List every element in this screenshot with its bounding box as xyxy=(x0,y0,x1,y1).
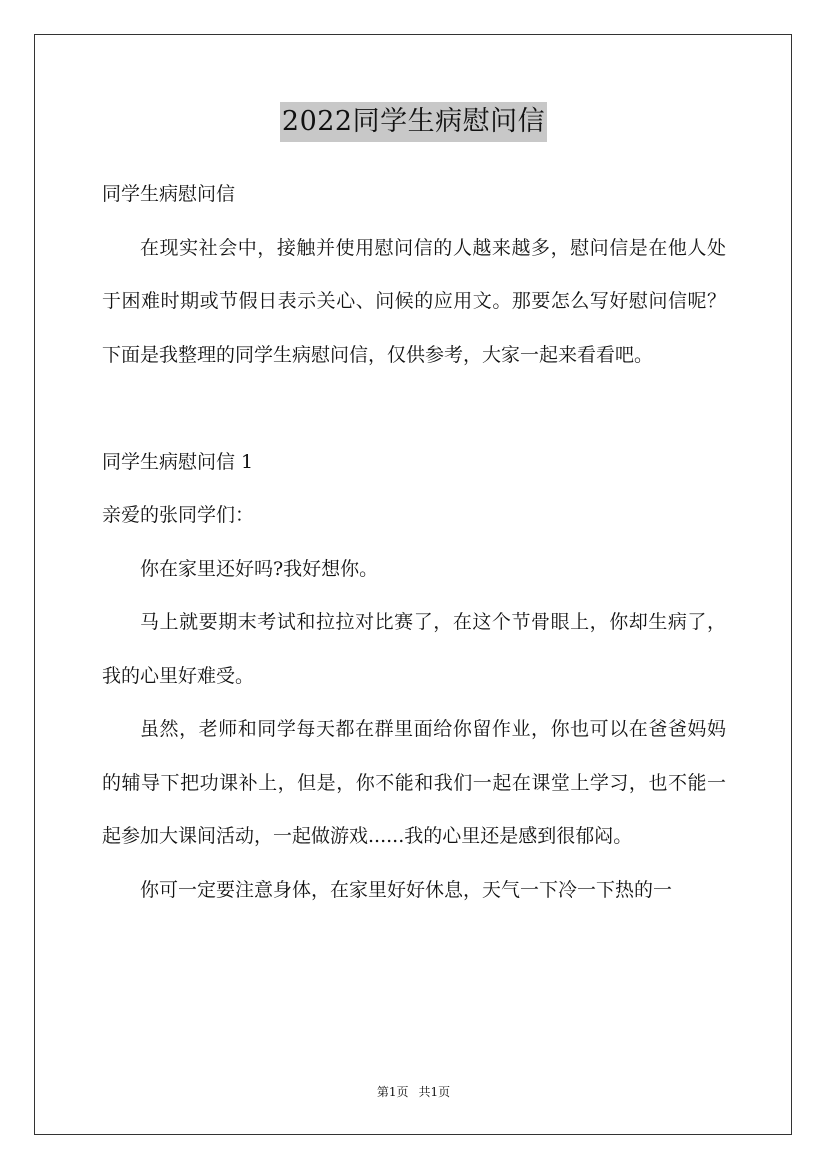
section-heading: 同学生病慰问信 1 xyxy=(102,450,254,473)
body-paragraph: 你在家里还好吗?我好想你。 xyxy=(140,557,379,580)
body-paragraph: 马上就要期末考试和拉拉对比赛了，在这个节骨眼上，你却生病了，我的心里好难受。 xyxy=(102,611,726,687)
page-number-current: 第1页 xyxy=(376,1085,409,1099)
section-spacer xyxy=(102,382,726,436)
letter-greeting: 亲爱的张同学们： xyxy=(102,504,255,526)
body-paragraph: 你可一定要注意身体，在家里好好休息，天气一下冷一下热的一 xyxy=(140,878,673,901)
page-footer xyxy=(0,1083,827,1100)
document-body xyxy=(102,168,726,917)
intro-paragraph: 在现实社会中，接触并使用慰问信的人越来越多，慰问信是在他人处于困难时期或节假日表示关心、问候的应用文。那要怎么写好慰问信呢？下面是我整理的同学生病慰问信，仅供参考，大家一起来看看吧。 xyxy=(102,236,726,366)
document-subtitle: 同学生病慰问信 xyxy=(102,183,236,205)
document-title: 2022同学生病慰问信 xyxy=(280,102,547,142)
body-paragraph: 虽然，老师和同学每天都在群里面给你留作业，你也可以在爸爸妈妈的辅导下把功课补上，但是，你不能和我们一起在课堂上学习，也不能一起参加大课间活动，一起做游戏......我的心里还是感到很郁闷。 xyxy=(102,718,726,847)
title-container xyxy=(0,102,827,142)
page-number-total: 共1页 xyxy=(418,1085,451,1099)
